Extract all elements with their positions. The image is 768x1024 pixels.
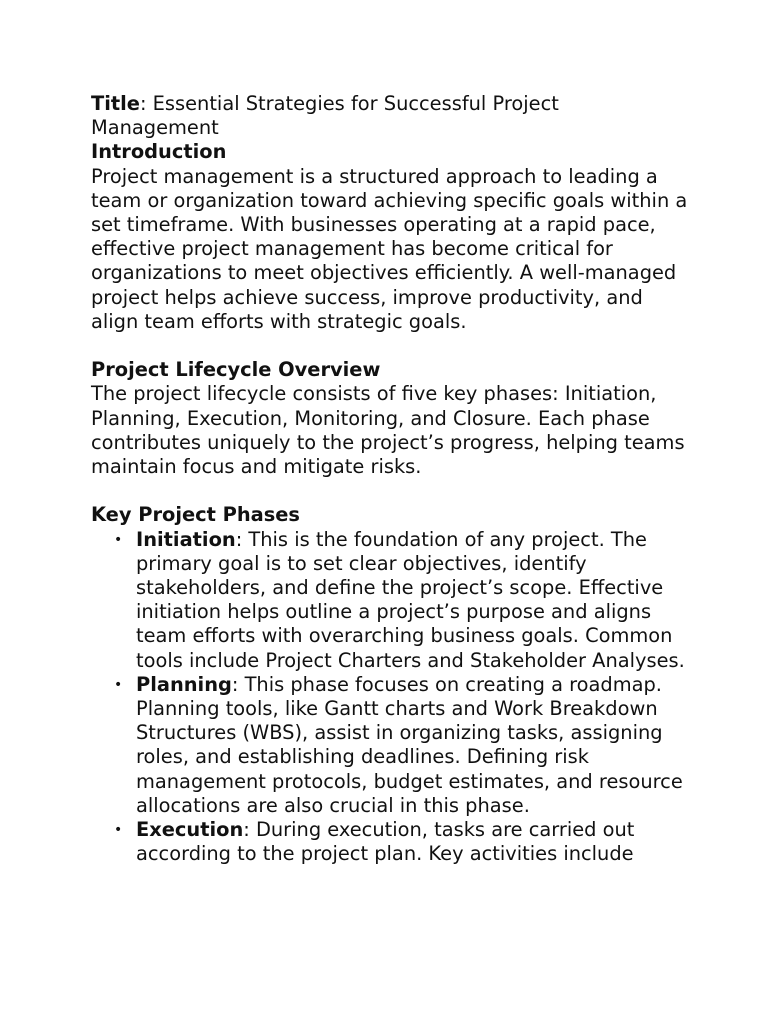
introduction-heading: Introduction: [91, 140, 227, 164]
title-label: Title: [91, 92, 140, 115]
bullet-icon: •: [114, 531, 123, 548]
phase-term: Planning: [136, 672, 232, 696]
paragraph-gap: [91, 479, 691, 503]
phase-text: : This phase focuses on creating a roadmap. Planning tools, like Gantt charts and Work Breakdown Structures (WBS), assist in organizing tasks, assigning roles, and establishing deadlines. Defining risk management protocols, budget estimates, and resource allocations are also crucial in this phase.: [136, 672, 683, 817]
phase-text: : During execution, tasks are carried out according to the project plan. Key activities include: [136, 818, 635, 866]
list-item: [114, 527, 691, 673]
phase-term: Execution: [136, 818, 244, 842]
key-phases-heading: Key Project Phases: [91, 503, 300, 527]
list-item: [114, 818, 691, 866]
list-item: [114, 672, 691, 818]
phase-list: [91, 528, 691, 867]
paragraph-gap: [91, 334, 691, 358]
phase-term: Initiation: [136, 527, 236, 551]
bullet-icon: •: [114, 822, 123, 839]
lifecycle-body: The project lifecycle consists of five key phases: Initiation, Planning, Execution, Monitoring, and Closure. Each phase contributes uniquely to the project’s progress, helping teams maintain focus and mitigate risks.: [91, 382, 685, 479]
introduction-body: Project management is a structured approach to leading a team or organization toward achieving specific goals within a set timeframe. With businesses operating at a rapid pace, effective project management has become critical for organizations to meet objectives efficiently. A well-managed project helps achieve success, improve productivity, and align team efforts with strategic goals.: [91, 164, 688, 333]
lifecycle-heading: Project Lifecycle Overview: [91, 358, 381, 382]
title-text: : Essential Strategies for Successful Project Management: [91, 92, 559, 140]
document-title: [91, 92, 691, 140]
document-page: [91, 92, 691, 866]
phase-text: : This is the foundation of any project. The primary goal is to set clear objectives, identify stakeholders, and define the project’s scope. Effective initiation helps outline a project’s purpose and aligns team efforts with overarching business goals. Common tools include Project Charters and Stakeholder Analyses.: [136, 527, 685, 672]
bullet-icon: •: [114, 676, 123, 693]
